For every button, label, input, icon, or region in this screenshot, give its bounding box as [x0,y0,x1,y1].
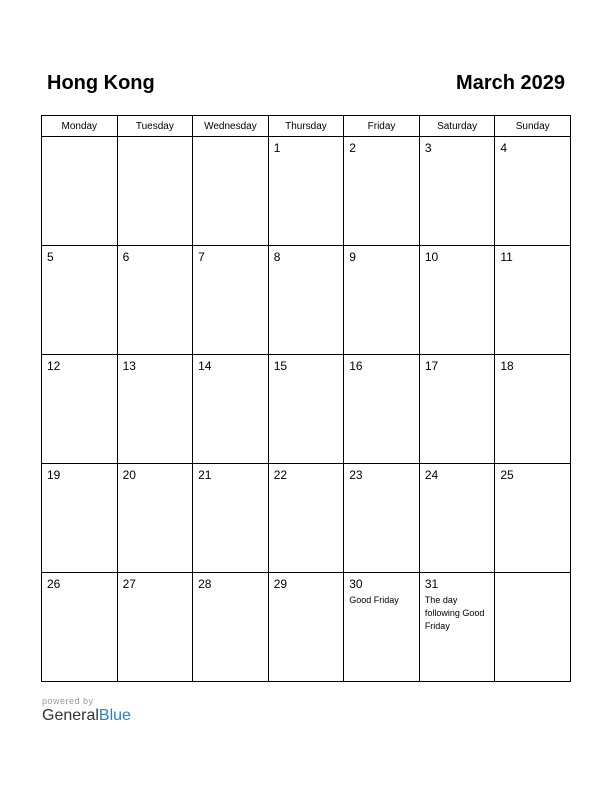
day-number: 14 [198,359,212,373]
day-cell [117,573,193,682]
day-cell [495,246,571,355]
day-cell [495,464,571,573]
weekday-header: Friday [344,116,420,137]
day-cell [344,573,420,682]
day-number: 8 [273,250,281,264]
week-row [42,355,571,464]
month-title: March 2029 [456,72,565,94]
day-number: 3 [424,141,432,155]
weekday-header: Sunday [495,116,571,137]
day-number: 20 [122,468,136,482]
day-number: 7 [198,250,205,264]
calendar-grid [41,115,571,682]
day-cell [419,464,495,573]
day-cell [193,464,269,573]
week-row [42,464,571,573]
day-cell [268,246,344,355]
day-cell [495,573,571,682]
day-number: 21 [198,468,212,482]
day-cell [117,464,193,573]
day-number: 1 [273,141,281,155]
day-number: 27 [122,577,136,591]
powered-by-label: powered by [42,696,94,706]
day-cell [344,464,420,573]
day-number: 16 [349,359,363,373]
day-cell [117,355,193,464]
day-number: 18 [500,359,514,373]
day-cell [193,573,269,682]
week-row [42,573,571,682]
day-cell [193,355,269,464]
day-cell [268,137,344,246]
day-number: 13 [122,359,136,373]
week-row [42,137,571,246]
day-cell [193,246,269,355]
brand-blue-text: Blue [98,707,131,724]
day-number: 4 [500,141,508,155]
day-number: 28 [198,577,212,591]
day-number: 24 [424,468,439,482]
day-cell [42,355,118,464]
day-number: 26 [47,577,61,591]
holiday-label: Good Friday [349,595,399,605]
weekday-header-row [42,116,571,137]
day-cell [193,137,269,246]
day-number: 9 [349,250,356,264]
day-cell [268,573,344,682]
day-cell [268,355,344,464]
day-number: 15 [273,359,288,373]
day-number: 10 [424,250,439,264]
brand-general-text: General [42,707,99,724]
day-number: 2 [349,141,356,155]
day-number: 31 [424,577,439,591]
weekday-header: Wednesday [193,116,269,137]
week-row [42,246,571,355]
day-number: 30 [349,577,363,591]
day-number: 11 [500,250,513,264]
day-number: 17 [424,359,439,373]
day-number: 29 [273,577,288,591]
day-cell [419,137,495,246]
day-cell [344,137,420,246]
weekday-header: Monday [42,116,118,137]
weekday-header: Tuesday [117,116,193,137]
weekday-header: Thursday [268,116,344,137]
day-cell [42,137,118,246]
day-cell [495,137,571,246]
day-number: 5 [47,250,54,264]
day-cell [117,137,193,246]
day-number: 12 [47,359,61,373]
day-number: 19 [47,468,61,482]
day-cell [344,355,420,464]
generalblue-logo[interactable] [42,707,131,725]
day-cell [344,246,420,355]
day-number: 25 [500,468,514,482]
holiday-label: The day following Good Friday [424,595,485,631]
day-number: 23 [349,468,363,482]
day-cell [419,246,495,355]
weekday-header: Saturday [419,116,495,137]
day-cell [419,573,495,682]
day-cell [268,464,344,573]
day-cell [42,464,118,573]
region-title: Hong Kong [47,72,155,94]
day-cell [419,355,495,464]
day-number: 6 [122,250,130,264]
day-number: 22 [273,468,288,482]
day-cell [42,573,118,682]
footer-branding [42,696,131,725]
day-cell [117,246,193,355]
day-cell [42,246,118,355]
day-cell [495,355,571,464]
